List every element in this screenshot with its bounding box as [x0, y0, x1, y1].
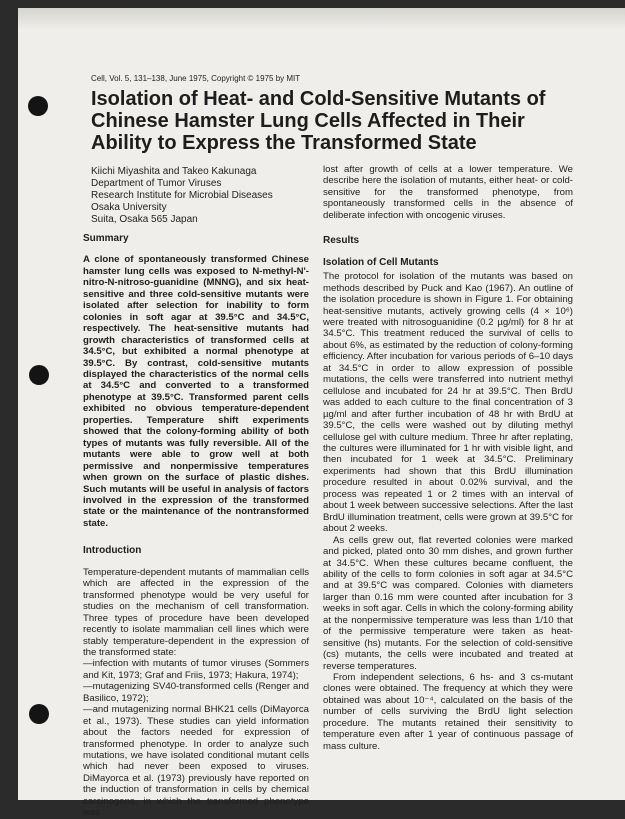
summary-heading: Summary [83, 233, 129, 244]
affiliation-line-1: Department of Tumor Viruses [91, 178, 222, 189]
results-paragraph-3: From independent selections, 6 hs- and 3 cs-mutant clones were obtained. The frequency at which they were obtained was about 10⁻⁴, calculated on the basis of the number of cells surviving the BrdU light selection procedure. The mutants retained their sensitivity to temperature even after 1 year of continuous passage of mass culture. [323, 672, 573, 752]
journal-citation: Cell, Vol. 5, 131–138, June 1975, Copyright © 1975 by MIT [91, 74, 301, 83]
introduction-heading: Introduction [83, 545, 142, 557]
summary-text: A clone of spontaneously transformed Chinese hamster lung cells was exposed to N-methyl-N'-nitro-N-nitroso-guanidine (MNNG), and six heat-sensitive and three cold-sensitive mutants were isolated after selection for inability to form colonies in soft agar at 39.5°C and 34.5°C, respectively. The heat-sensitive mutants had growth characteristics of transformed cells at 34.5°C, but exhibited a normal phenotype at 39.5°C. By contrast, cold-sensitive mutants displayed the characteristics of the normal cells at 34.5°C and converted to a transformed phenotype at 39.5°C. Transformed parent cells exhibited no obvious temperature-dependent properties. Temperature shift experiments showed that the colony-forming ability of both types of mutants was fully reversible. All of the mutants were able to grow well at both permissive and nonpermissive temperatures when grown on the surface of plastic dishes. Such mutants will be useful in analysis of factors involved in the expression of the transformed state or the maintenance of the nontransformed state. [83, 254, 309, 529]
intro-list-item-1: —infection with mutants of tumor viruses (Sommers and Kit, 1973; Graf and Friis, 1973; Hakura, 1974); [83, 658, 309, 681]
affiliation-line-4: Suita, Osaka 565 Japan [91, 214, 198, 225]
punch-hole-middle [29, 365, 49, 385]
isolation-subheading: Isolation of Cell Mutants [323, 256, 439, 268]
affiliation-line-3: Osaka University [91, 202, 167, 213]
left-column [83, 233, 309, 819]
intro-paragraph: Temperature-dependent mutants of mammalian cells which are affected in the expression of the transformed phenotype would be very useful for studies on the mechanism of cell transformation. Three types of procedure have been developed recently to isolate mammalian cell lines which were stably temperature-dependent in the expression of the transformed state: [83, 566, 309, 658]
results-paragraph-2: As cells grew out, flat reverted colonies were marked and picked, plated onto 30 mm dishes, and grown further at 34.5°C. When these cultures became confluent, the ability of the cells to form colonies in soft agar at 34.5°C and at 39.5°C was compared. Colonies with diameters larger than 0.16 mm were counted after incubation for 3 weeks in soft agar. Cells in which the colony-forming ability at the nonpermissive temperature was less than 1/10 that of the permissive temperature were taken as heat-sensitive (hs) mutants. For the selection of cold-sensitive (cs) mutants, the cells were incubated and treated at reverse temperatures. [323, 534, 573, 672]
right-column [323, 164, 573, 752]
punch-hole-bottom [29, 704, 49, 724]
paper-title: Isolation of Heat- and Cold-Sensitive Mutants of Chinese Hamster Lung Cells Affected in Their Ability to Express the Transformed State [91, 88, 546, 154]
author-block [91, 166, 321, 226]
punch-hole-top [28, 96, 48, 116]
intro-continuation: lost after growth of cells at a lower temperature. We describe here the isolation of mutants, either heat- or cold-sensitive for the transformed phenotype, from spontaneously transformed cells in the absence of deliberate infection with oncogenic viruses. [323, 164, 573, 221]
results-paragraph-1: The protocol for isolation of the mutants was based on methods described by Puck and Kao (1967). An outline of the isolation procedure is shown in Figure 1. For obtaining heat-sensitive mutants, actively growing cells (4 × 10⁶) were treated with nitrosoguanidine (0.2 µg/ml) for 8 hr at 34.5°C. This treatment reduced the survival of cells to about 6%, as estimated by the reduction of colony-forming efficiency. After incubation for various periods of 6–10 days at 34.5°C in order to allow expression of possible mutations, the cells were transferred into nutrient methyl cellulose and incubated for 24 hr at 39.5°C. Then BrdU was added to each culture to the final concentration of 3 µg/ml and after further incubation of 48 hr with BrdU at 39.5°C, the cells were washed out by diluting methyl cellulose gel with culture medium. Three hr after replating, the cultures were illuminated for 1 hr with visible light, and then incubated for 1 week at 34.5°C. Preliminary experiments had shown that this BrdU illumination procedure resulted in about 0.02% survival, and the process was repeated 1 or 2 times with an interval of about 1 week between successive selections. After the last BrdU illumination treatment, cells were grown at 39.5°C for about 2 weeks. [323, 271, 573, 535]
intro-list-item-2: —mutagenizing SV40-transformed cells (Renger and Basilico, 1972); [83, 681, 309, 704]
page-top-edge [18, 8, 625, 30]
author-names: Kiichi Miyashita and Takeo Kakunaga [91, 166, 257, 177]
results-heading: Results [323, 235, 360, 247]
affiliation-line-2: Research Institute for Microbial Diseases [91, 190, 273, 201]
intro-list-item-3: —and mutagenizing normal BHK21 cells (DiMayorca et al., 1973). These studies can yield information about the factors needed for expression of transformed phenotype. In order to analyze such mutations, we have isolated conditional mutant cells which had never been exposed to viruses. DiMayorca et al. (1973) previously have reported on the induction of transformation in cells by chemical carcinogens, in which the transformed phenotype was [83, 704, 309, 819]
